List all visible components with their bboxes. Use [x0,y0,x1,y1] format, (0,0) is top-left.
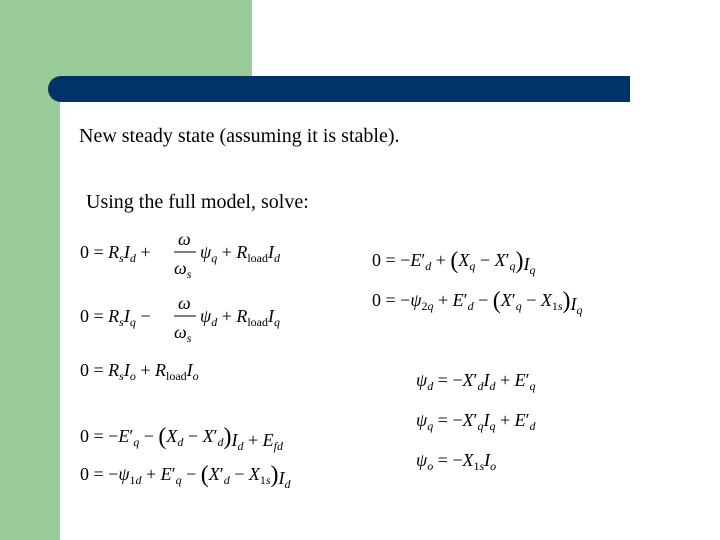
svg-text:ψd + RloadIq: $\psi_d + R_{load}I_q$ [200,306,281,329]
svg-text:0 = RsIo + RloadIo: $0 = R_sI_o + R_{load}I_o$ [80,360,199,383]
equation-psi-o [416,446,616,481]
svg-text:ω: ω [178,229,191,249]
svg-text:ψq = −X′qIq + E′d: $\psi_q = -X'_qI_q + E'_d$ [416,410,536,433]
svg-text:ωs: $\omega_s$ [174,322,192,345]
svg-text:ψd = −X′dId + E′q: $\psi_d = -X'_dI_d + E'_q$ [416,370,536,393]
equation-field-winding [80,418,370,457]
equation-q-axis-voltage [80,294,340,355]
heading-line-full-model: Using the full model, solve: [86,191,309,213]
svg-text:ψo = −X1sIo: $\psi_o = -X_{1s}I_o$ [416,450,497,473]
equation-damper-1d [80,456,370,495]
title-bar [48,76,630,102]
svg-text:0 = −ψ2q + E′d − (X′q − X1s)Iq: $0 = -\psi_{2q} + E'_d - (X'_q - X_{1s})I_q$ [372,288,583,317]
equation-psi-d [416,366,616,401]
svg-text:0 = RsId +: $0 = R_sI_d$ + [80,242,151,265]
heading-line-steady-state: New steady state (assuming it is stable). [79,125,400,147]
equation-zero-sequence-voltage [80,356,300,391]
svg-text:0 = RsIq −: $0 = R_sI_q$ − [80,306,151,329]
equation-damper-2q [372,284,632,321]
svg-text:0 = −ψ1d + E′q − (X′d − X1s)Id: $0 = -\psi_{1d} + E'_q - (X'_d - X_{1s})I_d$ [80,462,291,491]
svg-text:0 = −E′q − (Xd − X′d)Id + Efd: $0 = -E'_q - (X_d - X'_d)I_d + E_{fd}$ [80,424,283,453]
svg-text:ψq + RloadId: $\psi_q + R_{load}I_d$ [200,242,281,265]
equation-psi-q [416,406,616,441]
svg-text:ω: ω [178,293,191,313]
svg-text:ωs: $\omega_s$ [174,258,192,281]
equation-d-axis-emf [372,244,592,281]
svg-text:0 = −E′d + (Xq − X′q)Iq: $0 = -E'_d + (X_q - X'_q)I_q$ [372,248,536,277]
equation-d-axis-voltage [80,228,340,289]
